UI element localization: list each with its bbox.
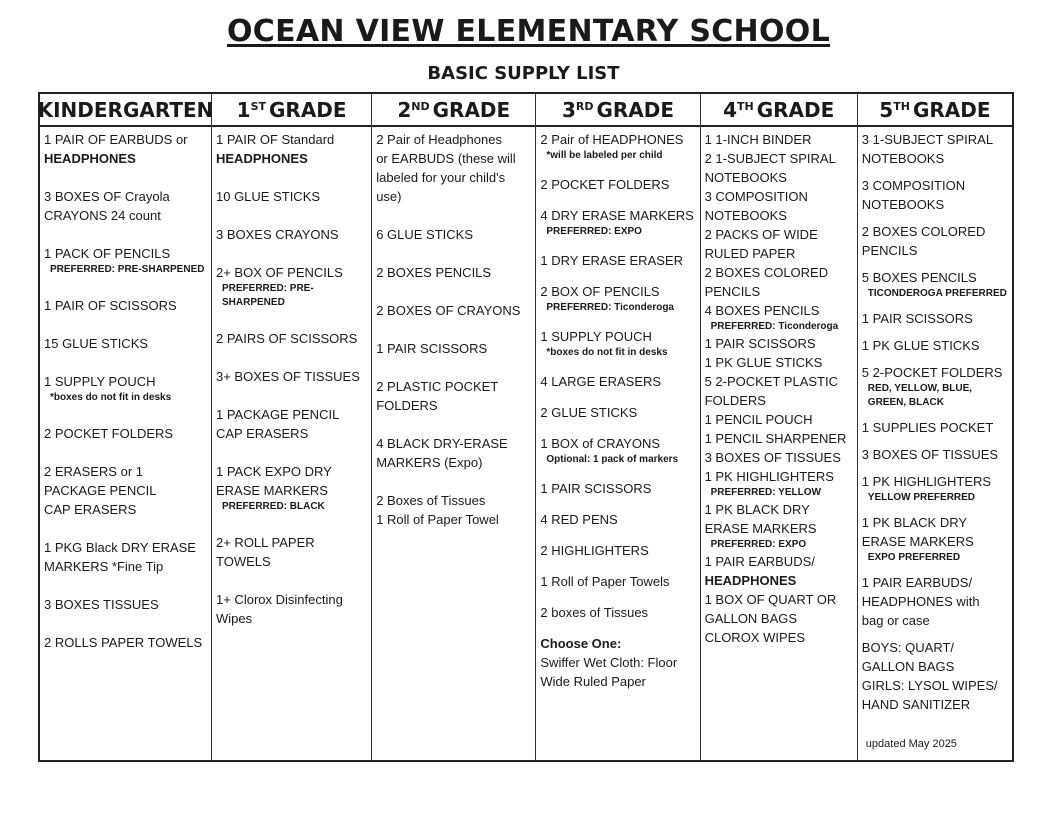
supply-item-line: RULED PAPER <box>704 246 796 261</box>
supply-item <box>44 130 207 168</box>
supply-item-line: CAP ERASERS <box>216 426 309 441</box>
heading-text: GRADE <box>432 97 511 122</box>
supply-item-line: 3 1-SUBJECT SPIRAL <box>861 132 994 147</box>
supply-list <box>212 127 371 647</box>
supply-item-line: Swiffer Wet Cloth: Floor <box>540 655 678 670</box>
supply-item-line: PACKAGE PENCIL <box>44 483 157 498</box>
supply-item-line: 1 PAIR SCISSORS <box>376 341 488 356</box>
supply-item-line: 2 POCKET FOLDERS <box>44 426 174 441</box>
supply-item-line: 1 PK HIGHLIGHTERS <box>704 469 834 484</box>
supply-item-note: Optional: 1 pack of markers <box>546 454 679 465</box>
supply-item <box>376 263 531 282</box>
heading-text: GRADE <box>269 97 347 122</box>
heading-number: 5 <box>879 97 894 122</box>
heading-ordinal: TH <box>737 100 754 113</box>
supply-item <box>540 206 695 239</box>
supply-item-line: NOTEBOOKS <box>704 170 787 185</box>
supply-item <box>862 513 1008 565</box>
supply-item-line: 4 DRY ERASE MARKERS <box>540 208 694 223</box>
supply-item <box>216 367 367 386</box>
supply-item-line: 1 PACKAGE PENCIL <box>216 407 340 422</box>
supply-item <box>44 296 207 315</box>
supply-item-line: 2 BOXES OF CRAYONS <box>376 303 521 318</box>
supply-item-line: 2 BOXES PENCILS <box>376 265 492 280</box>
supply-item-note: TICONDEROGA PREFERRED <box>867 288 1007 299</box>
supply-item-line: 4 BOXES PENCILS <box>704 303 820 318</box>
supply-item <box>376 130 531 206</box>
supply-item-note: PREFERRED: YELLOW <box>710 487 821 498</box>
supply-list <box>701 127 857 647</box>
supply-item-line: HEADPHONES <box>216 151 308 166</box>
column-heading <box>37 94 214 127</box>
supply-item-line: TOWELS <box>216 554 271 569</box>
heading-number: 3 <box>561 97 576 122</box>
supply-item-line: 1 PAIR EARBUDS/ <box>861 575 973 590</box>
supply-item-line: 2 PLASTIC POCKET <box>376 379 499 394</box>
supply-item-line: 2 ERASERS or 1 <box>44 464 143 479</box>
supply-item-line: HEADPHONES <box>704 573 797 588</box>
supply-item-line: 2 PACKS OF WIDE <box>704 227 818 242</box>
heading-ordinal: ND <box>411 100 430 113</box>
supply-item-line: 2 HIGHLIGHTERS <box>540 543 649 558</box>
supply-item-line: PENCILS <box>704 284 761 299</box>
heading-text: GRADE <box>912 97 991 122</box>
supply-item-line: 1+ Clorox Disinfecting <box>216 592 343 607</box>
supply-item <box>862 130 1008 168</box>
supply-item-line: 1 PK HIGHLIGHTERS <box>861 474 992 489</box>
supply-item-line: 3 BOXES OF TISSUES <box>861 447 999 462</box>
supply-item-line: 1 PAIR SCISSORS <box>704 336 816 351</box>
supply-item-line: 3 BOXES CRAYONS <box>216 227 339 242</box>
supply-item-line: 1 PK BLACK DRY <box>704 502 810 517</box>
heading-number: 4 <box>723 97 737 122</box>
supply-item <box>540 251 695 270</box>
supply-item-line: 2+ BOX OF PENCILS <box>216 265 343 280</box>
supply-item-line: GALLON BAGS <box>861 659 955 674</box>
supply-item-line: 2 GLUE STICKS <box>540 405 638 420</box>
supply-item-line: 3 BOXES TISSUES <box>44 597 159 612</box>
supply-item-line: 4 RED PENS <box>540 512 618 527</box>
supply-item-note: PREFERRED: EXPO <box>546 226 642 237</box>
supply-item <box>862 268 1008 301</box>
supply-item <box>705 334 853 353</box>
supply-item <box>862 418 1008 437</box>
supply-item <box>705 301 853 334</box>
supply-item-line: HEADPHONES with <box>861 594 980 609</box>
supply-item-line: GIRLS: LYSOL WIPES/ <box>861 678 998 693</box>
supply-item <box>44 595 207 614</box>
supply-item-line: 4 LARGE ERASERS <box>540 374 662 389</box>
supply-item <box>216 462 367 514</box>
supply-item <box>216 187 367 206</box>
supply-list <box>858 127 1012 722</box>
supply-list <box>372 127 535 548</box>
supply-item-note: RED, YELLOW, BLUE, GREEN, BLACK <box>867 383 973 408</box>
heading-number: 1 <box>236 97 251 122</box>
supply-item-line: 5 2-POCKET PLASTIC <box>704 374 838 389</box>
supply-item-line: 2 BOXES COLORED <box>704 265 829 280</box>
supply-item <box>705 628 853 647</box>
supply-item-line: 2 PAIRS OF SCISSORS <box>216 331 358 346</box>
supply-item <box>705 467 853 500</box>
supply-item-line: 1 PAIR SCISSORS <box>540 481 652 496</box>
supply-item <box>44 334 207 353</box>
supply-item-line: 2 BOX OF PENCILS <box>540 284 660 299</box>
heading-ordinal: TH <box>893 100 910 113</box>
supply-item <box>862 363 1008 410</box>
supply-item-line: 1 PAIR OF SCISSORS <box>44 298 177 313</box>
supply-item <box>540 403 695 422</box>
supply-item <box>862 638 1008 714</box>
supply-item-line: ERASE MARKERS <box>861 534 974 549</box>
supply-item <box>705 500 853 552</box>
supply-item-line: 1 SUPPLIES POCKET <box>861 420 994 435</box>
supply-item-line: MARKERS (Expo) <box>376 455 483 470</box>
supply-item-line: 2+ ROLL PAPER <box>216 535 315 550</box>
supply-item <box>540 434 695 467</box>
supply-item <box>705 590 853 628</box>
supply-item-line: NOTEBOOKS <box>704 208 787 223</box>
supply-item-line: 1 DRY ERASE ERASER <box>540 253 683 268</box>
supply-item-line: 1 PK BLACK DRY <box>861 515 968 530</box>
supply-item-line: bag or case <box>861 613 930 628</box>
supply-item <box>705 263 853 301</box>
supply-item <box>216 590 367 628</box>
supply-item-line: CRAYONS 24 count <box>44 208 161 223</box>
supply-item-line: 2 boxes of Tissues <box>540 605 649 620</box>
supply-item-line: use) <box>376 189 402 204</box>
supply-item <box>540 372 695 391</box>
heading-ordinal: ST <box>250 100 266 113</box>
supply-item <box>44 538 207 576</box>
supply-item <box>540 175 695 194</box>
supply-item <box>376 491 531 529</box>
column-1st-grade <box>212 94 372 760</box>
supply-item <box>705 372 853 410</box>
supply-item <box>216 329 367 348</box>
supply-item <box>862 472 1008 505</box>
supply-item-note: *boxes do not fit in desks <box>50 392 172 403</box>
supply-item-line: 1 PENCIL POUCH <box>704 412 813 427</box>
supply-item <box>540 282 695 315</box>
supply-item-line: MARKERS *Fine Tip <box>44 559 164 574</box>
supply-item-note: PREFERRED: Ticonderoga <box>546 302 674 313</box>
supply-item <box>705 552 853 590</box>
supply-item-line: 1 1-INCH BINDER <box>704 132 812 147</box>
supply-item-line: 3 BOXES OF Crayola <box>44 189 170 204</box>
supply-item-line: 1 PKG Black DRY ERASE <box>44 540 196 555</box>
supply-item <box>540 130 695 163</box>
supply-item-line: 5 BOXES PENCILS <box>861 270 977 285</box>
supply-item-line: 1 BOX OF QUART OR <box>704 592 837 607</box>
supply-item <box>376 377 531 415</box>
supply-item-line: BOYS: QUART/ <box>861 640 955 655</box>
supply-item <box>376 225 531 244</box>
column-4th-grade <box>701 94 858 760</box>
supply-item-line: or EARBUDS (these will <box>376 151 516 166</box>
supply-item <box>862 309 1008 328</box>
supply-item <box>540 634 695 691</box>
supply-item-line: 3 BOXES OF TISSUES <box>704 450 841 465</box>
supply-item <box>705 353 853 372</box>
supply-item-line: 2 Pair of HEADPHONES <box>540 132 684 147</box>
supply-item <box>540 603 695 622</box>
supply-item-line: Choose One: <box>540 636 622 651</box>
supply-item-line: CAP ERASERS <box>44 502 137 517</box>
column-3rd-grade <box>536 94 700 760</box>
page-subtitle: BASIC SUPPLY LIST <box>427 63 620 84</box>
supply-item <box>540 479 695 498</box>
supply-item-note: EXPO PREFERRED <box>867 552 961 563</box>
page-title: OCEAN VIEW ELEMENTARY SCHOOL <box>227 14 830 49</box>
supply-item-line: 2 POCKET FOLDERS <box>540 177 670 192</box>
supply-item-line: 10 GLUE STICKS <box>216 189 321 204</box>
supply-item <box>540 572 695 591</box>
supply-item-line: 1 PAIR OF EARBUDS or <box>44 132 188 147</box>
supply-item-line: 1 PK GLUE STICKS <box>704 355 823 370</box>
supply-item-line: PENCILS <box>861 243 918 258</box>
supply-item <box>705 149 853 187</box>
supply-item-note: *boxes do not fit in desks <box>546 347 668 358</box>
supply-item-line: ERASE MARKERS <box>704 521 817 536</box>
supply-item-line: CLOROX WIPES <box>704 630 805 645</box>
supply-item <box>705 410 853 448</box>
supply-item <box>44 424 207 443</box>
heading-ordinal: RD <box>575 100 594 113</box>
updated-note: updated May 2025 <box>865 738 957 750</box>
supply-item <box>44 244 207 277</box>
supply-item <box>376 434 531 472</box>
supply-item-note: PREFERRED: BLACK <box>222 501 325 512</box>
supply-item <box>216 533 367 571</box>
supply-item <box>862 176 1008 214</box>
supply-item-line: FOLDERS <box>704 393 766 408</box>
supply-item-line: HAND SANITIZER <box>861 697 971 712</box>
supply-item-line: 1 PACK EXPO DRY <box>216 464 332 479</box>
supply-item-line: 2 Boxes of Tissues <box>376 493 486 508</box>
supply-item-line: 1 BOX of CRAYONS <box>540 436 661 451</box>
column-kindergarten <box>37 94 214 760</box>
supply-item-line: GALLON BAGS <box>704 611 798 626</box>
supply-item <box>216 263 367 310</box>
supply-item-line: 4 BLACK DRY-ERASE <box>376 436 508 451</box>
supply-item-line: 15 GLUE STICKS <box>44 336 149 351</box>
supply-item-line: 1 PENCIL SHARPENER <box>704 431 847 446</box>
supply-item <box>216 130 367 168</box>
supply-item <box>705 448 853 467</box>
column-2nd-grade <box>372 94 536 760</box>
supply-item-note: PREFERRED: PRE-SHARPENED <box>222 283 314 308</box>
supply-item-note: PREFERRED: PRE-SHARPENED <box>50 264 205 275</box>
supply-item-note: YELLOW PREFERRED <box>867 492 976 503</box>
column-heading <box>212 94 371 127</box>
supply-item-line: 2 Pair of Headphones <box>376 132 502 147</box>
supply-item-line: ERASE MARKERS <box>216 483 328 498</box>
supply-item-line: Wipes <box>216 611 253 626</box>
supply-item-line: 1 PAIR SCISSORS <box>861 311 973 326</box>
supply-item-line: Wide Ruled Paper <box>540 674 646 689</box>
supply-item-line: NOTEBOOKS <box>861 197 945 212</box>
supply-item-line: 1 SUPPLY POUCH <box>44 374 156 389</box>
supply-list <box>536 127 699 703</box>
supply-item-line: 1 PAIR EARBUDS/ <box>704 554 815 569</box>
supply-item-note: PREFERRED: EXPO <box>710 539 807 550</box>
supply-item <box>376 339 531 358</box>
supply-item <box>44 462 207 519</box>
supply-item-line: 1 PAIR OF Standard <box>216 132 335 147</box>
supply-item <box>862 222 1008 260</box>
supply-item-line: 3 COMPOSITION <box>704 189 808 204</box>
supply-item-line: HEADPHONES <box>44 151 136 166</box>
supply-item <box>540 541 695 560</box>
supply-item <box>216 405 367 443</box>
supply-item-line: 6 GLUE STICKS <box>376 227 474 242</box>
heading-text: GRADE <box>756 97 835 122</box>
supply-item <box>44 187 207 225</box>
supply-table <box>38 92 1014 762</box>
supply-item-line: 1 PACK OF PENCILS <box>44 246 171 261</box>
supply-list <box>40 127 211 671</box>
supply-item <box>862 336 1008 355</box>
column-heading <box>701 94 857 127</box>
supply-item <box>376 301 531 320</box>
supply-item <box>540 327 695 360</box>
supply-item <box>862 573 1008 630</box>
column-heading <box>372 94 535 127</box>
supply-item-line: FOLDERS <box>376 398 438 413</box>
supply-item-line: 1 Roll of Paper Towel <box>376 512 499 527</box>
supply-item <box>705 130 853 149</box>
supply-item-line: 1 SUPPLY POUCH <box>540 329 652 344</box>
supply-item <box>705 187 853 225</box>
supply-item-line: 2 BOXES COLORED <box>861 224 986 239</box>
column-heading <box>536 94 699 127</box>
heading-number: 2 <box>397 97 412 122</box>
supply-item-note: PREFERRED: Ticonderoga <box>710 321 839 332</box>
supply-item-line: 1 Roll of Paper Towels <box>540 574 670 589</box>
supply-item-line: 5 2-POCKET FOLDERS <box>861 365 1003 380</box>
supply-item <box>44 633 207 652</box>
supply-item <box>216 225 367 244</box>
supply-item-line: 3 COMPOSITION <box>861 178 966 193</box>
supply-item <box>705 225 853 263</box>
supply-item-line: NOTEBOOKS <box>861 151 945 166</box>
heading-text: KINDERGARTEN <box>37 97 214 122</box>
column-5th-grade <box>858 94 1012 760</box>
supply-item-line: 1 PK GLUE STICKS <box>861 338 980 353</box>
heading-text: GRADE <box>596 97 675 122</box>
supply-item-line: 3+ BOXES OF TISSUES <box>216 369 360 384</box>
supply-item <box>540 510 695 529</box>
supply-item-line: 2 1-SUBJECT SPIRAL <box>704 151 836 166</box>
supply-item-note: *will be labeled per child <box>546 150 663 161</box>
column-heading <box>858 94 1012 127</box>
supply-item <box>44 372 207 405</box>
supply-item-line: labeled for your child's <box>376 170 506 185</box>
supply-item <box>862 445 1008 464</box>
supply-item-line: 2 ROLLS PAPER TOWELS <box>44 635 203 650</box>
